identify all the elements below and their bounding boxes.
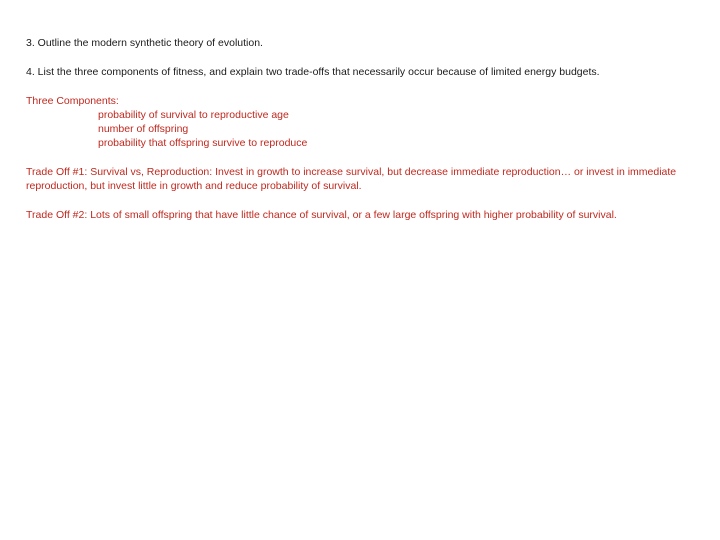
components-heading: Three Components: [26,95,119,107]
tradeoff-1-answer [26,165,696,193]
tradeoff-1-text: Trade Off #1: Survival vs, Reproduction: Invest in growth to increase survival, but decrease immediate reproduction… or invest in immediate reproduction, but invest little in growth and reduce probability of survival. [26,166,677,192]
tradeoff-2-answer [26,208,696,222]
component-item: probability of survival to reproductive age [98,109,289,121]
question-3: 3. Outline the modern synthetic theory of evolution. [26,37,263,49]
question-4: 4. List the three components of fitness, and explain two trade-offs that necessarily occur because of limited energy budgets. [26,66,600,78]
tradeoff-2-text: Trade Off #2: Lots of small offspring that have little chance of survival, or a few large offspring with higher probability of survival. [26,209,617,221]
document-page [26,36,696,222]
component-item: number of offspring [98,123,189,135]
components-answer [26,94,696,150]
components-list [26,108,696,150]
component-item: probability that offspring survive to reproduce [98,137,308,149]
